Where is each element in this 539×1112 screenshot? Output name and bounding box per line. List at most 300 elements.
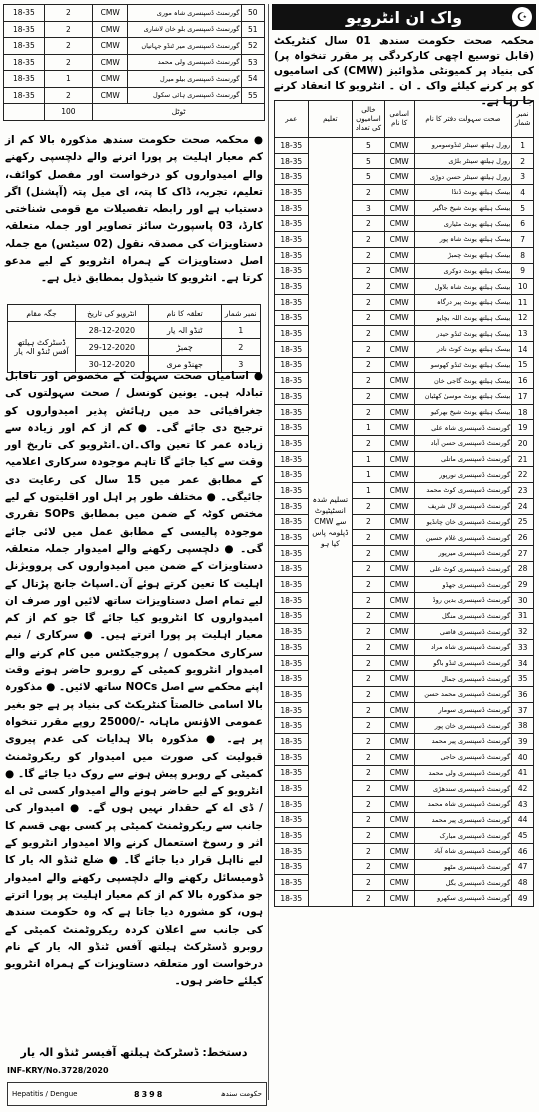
- cell-age: 18-35: [275, 200, 309, 216]
- cell-facility: بیسک ہیلتھ یونٹ پیر درگاہ: [414, 294, 512, 310]
- cell-vacancies: 1: [353, 483, 384, 499]
- cell-vacancies: 2: [353, 843, 384, 859]
- cell-facility: گورنمنٹ ڈسپنسری ٹنڈو باگو: [414, 655, 512, 671]
- signature-line: دستخط: ڈسٹرکٹ ہیلتھ آفیسر ٹنڈو الہ یار: [20, 1046, 248, 1059]
- cell-vacancies: 2: [353, 294, 384, 310]
- cell-facility: گورنمنٹ ڈسپنسری مٹھو: [414, 859, 512, 875]
- cell-age: 18-35: [275, 467, 309, 483]
- cell-serial: 38: [512, 718, 534, 734]
- schedule-serial: 3: [221, 356, 260, 373]
- cell-facility: گورنمنٹ ڈسپنسری محمد حسن: [414, 687, 512, 703]
- cell-facility: گورنمنٹ ڈسپنسری سومار: [414, 702, 512, 718]
- cell-facility: بیسک ہیلتھ یونٹ دوکری: [414, 263, 512, 279]
- cell-age: 18-35: [275, 279, 309, 295]
- cell-vacancies: 2: [44, 54, 92, 71]
- cell-facility: گورنمنٹ ڈسپنسری سندھڑی: [414, 781, 512, 797]
- cell-serial: 35: [512, 671, 534, 687]
- application-instructions: ● محکمہ صحت حکومت سندھ مذکورہ بالا کم از کم معیار اہلیت پر پورا اترنے والے دلچسپی رکھنے والے امیدواروں کو درخواست اور مفصل کوائف، تعلیم، تجربہ، ڈاک کا پتہ، ای میل پتہ (آپشنل) اگر دستیاب ہے اور رابطہ تفصیلات مع قومی شناختی کارڈ، 03 پاسپورٹ سائز تصاویر اور جملہ متعلقہ دستاویزات کی مصدقہ نقول (02 سیٹس) مع جملہ اصل دستاویزات کے ہمراہ انٹرویو کے لیے مدعو کرتا ہے۔ انٹرویو کا شیڈول بمطابق ذیل ہے۔: [5, 134, 264, 285]
- cell-age: 18-35: [275, 436, 309, 452]
- cell-age: 18-35: [275, 357, 309, 373]
- header-post: اسامی کا نام: [384, 101, 414, 138]
- header-facility: صحت سہولت دفتر کا نام: [414, 101, 512, 138]
- cell-age: 18-35: [275, 828, 309, 844]
- cell-vacancies: 2: [353, 655, 384, 671]
- cell-serial: 46: [512, 843, 534, 859]
- cell-age: 18-35: [275, 655, 309, 671]
- cell-vacancies: 2: [353, 749, 384, 765]
- cell-age: 18-35: [275, 530, 309, 546]
- cell-facility: گورنمنٹ ڈسپنسری بلو خان لاشاری: [128, 21, 241, 38]
- cell-facility: گورنمنٹ ڈسپنسری میر ٹنڈو جہانیاں: [128, 38, 241, 55]
- cell-facility: گورنمنٹ ڈسپنسری میرپور: [414, 545, 512, 561]
- cell-age: 18-35: [4, 71, 45, 88]
- cell-serial: 19: [512, 420, 534, 436]
- cell-post: CMW: [384, 671, 414, 687]
- cell-age: 18-35: [275, 734, 309, 750]
- cell-vacancies: 2: [353, 577, 384, 593]
- cell-vacancies: 2: [353, 640, 384, 656]
- table-row: [4, 5, 265, 22]
- cell-vacancies: 5: [353, 153, 384, 169]
- cell-serial: 29: [512, 577, 534, 593]
- cell-facility: بیسک ہیلتھ یونٹ گاجی خان: [414, 373, 512, 389]
- cell-post: CMW: [384, 640, 414, 656]
- cell-vacancies: 2: [353, 828, 384, 844]
- cell-facility: بیسک ہیلتھ یونٹ موسیٰ کھٹیان: [414, 389, 512, 405]
- cell-age: 18-35: [275, 263, 309, 279]
- cell-facility: گورنمنٹ ڈسپنسری قاضی: [414, 624, 512, 640]
- cell-post: CMW: [384, 451, 414, 467]
- cell-age: 18-35: [275, 232, 309, 248]
- cell-vacancies: 2: [353, 545, 384, 561]
- cell-vacancies: 2: [353, 859, 384, 875]
- cell-vacancies: 2: [353, 765, 384, 781]
- cell-post: CMW: [384, 781, 414, 797]
- cell-age: 18-35: [275, 326, 309, 342]
- cell-post: CMW: [384, 467, 414, 483]
- cell-facility: گورنمنٹ ڈسپنسری لال شریف: [414, 498, 512, 514]
- cell-serial: 31: [512, 608, 534, 624]
- header-vacancies: خالی اسامیوں کی تعداد: [353, 101, 384, 138]
- cell-post: CMW: [384, 812, 414, 828]
- cell-post: CMW: [93, 71, 128, 88]
- schedule-serial: 2: [221, 339, 260, 356]
- cell-vacancies: 2: [353, 702, 384, 718]
- cell-serial: 55: [241, 87, 264, 104]
- cell-age: 18-35: [4, 87, 45, 104]
- cell-post: CMW: [93, 38, 128, 55]
- cell-vacancies: 1: [353, 467, 384, 483]
- cell-post: CMW: [384, 263, 414, 279]
- cell-age: 18-35: [275, 671, 309, 687]
- cell-post: CMW: [384, 655, 414, 671]
- cell-facility: گورنمنٹ ڈسپنسری شاہ موری: [128, 5, 241, 22]
- schedule-header-row: [8, 305, 261, 322]
- cell-serial: 36: [512, 687, 534, 703]
- cell-post: CMW: [384, 843, 414, 859]
- government-emblem-icon: ☪: [512, 7, 532, 27]
- cell-serial: 39: [512, 734, 534, 750]
- cell-serial: 20: [512, 436, 534, 452]
- cell-vacancies: 2: [44, 87, 92, 104]
- cell-facility: گورنمنٹ ڈسپنسری شاہ مراد: [414, 640, 512, 656]
- cell-facility: بیسک ہیلتھ یونٹ شیخ بھرکیو: [414, 404, 512, 420]
- cell-serial: 9: [512, 263, 534, 279]
- cell-post: CMW: [384, 498, 414, 514]
- schedule-header-serial: نمبر شمار: [221, 305, 260, 322]
- cell-facility: بیسک ہیلتھ یونٹ کوٹ نادر: [414, 341, 512, 357]
- cell-serial: 22: [512, 467, 534, 483]
- cell-facility: گورنمنٹ ڈسپنسری بدین روڈ: [414, 592, 512, 608]
- cell-age: 18-35: [275, 294, 309, 310]
- cell-post: CMW: [384, 247, 414, 263]
- right-column: [272, 4, 536, 1100]
- cell-facility: گورنمنٹ ڈسپنسری ولی محمد: [128, 54, 241, 71]
- cell-age: 18-35: [275, 310, 309, 326]
- cell-post: CMW: [384, 420, 414, 436]
- cell-post: CMW: [384, 279, 414, 295]
- cell-age: 18-35: [4, 54, 45, 71]
- cell-age: 18-35: [275, 624, 309, 640]
- cell-serial: 37: [512, 702, 534, 718]
- table-row: [4, 71, 265, 88]
- cell-vacancies: 2: [353, 498, 384, 514]
- cell-age: 18-35: [275, 389, 309, 405]
- cell-post: CMW: [384, 875, 414, 891]
- cell-facility: گورنمنٹ ڈسپنسری جمال: [414, 671, 512, 687]
- cell-post: CMW: [384, 341, 414, 357]
- cell-facility: گورنمنٹ ڈسپنسری پیر محمد: [414, 734, 512, 750]
- cell-facility: گورنمنٹ ڈسپنسری جھڈو: [414, 577, 512, 593]
- cell-serial: 24: [512, 498, 534, 514]
- cell-vacancies: 2: [353, 624, 384, 640]
- cell-serial: 40: [512, 749, 534, 765]
- schedule-date: 28-12-2020: [75, 322, 148, 339]
- cell-serial: 26: [512, 530, 534, 546]
- cell-vacancies: 2: [353, 279, 384, 295]
- cell-vacancies: 5: [353, 169, 384, 185]
- cell-post: CMW: [384, 608, 414, 624]
- cell-post: CMW: [384, 185, 414, 201]
- cell-age: 18-35: [275, 718, 309, 734]
- cell-post: CMW: [93, 21, 128, 38]
- cell-age: 18-35: [275, 498, 309, 514]
- cell-facility: گورنمنٹ ڈسپنسری خان چانڈیو: [414, 514, 512, 530]
- cell-age: 18-35: [275, 608, 309, 624]
- cell-facility: گورنمنٹ ڈسپنسری حاجی: [414, 749, 512, 765]
- cell-vacancies: 2: [353, 436, 384, 452]
- cell-age: 18-35: [275, 373, 309, 389]
- cell-age: 18-35: [275, 859, 309, 875]
- cell-serial: 43: [512, 796, 534, 812]
- cell-age: 18-35: [275, 451, 309, 467]
- cell-post: CMW: [384, 373, 414, 389]
- cell-post: CMW: [384, 169, 414, 185]
- cell-serial: 53: [241, 54, 264, 71]
- interview-schedule-table: [7, 304, 261, 373]
- cell-facility: رورل ہیلتھ سینٹر بلڑی: [414, 153, 512, 169]
- cell-age: 18-35: [275, 577, 309, 593]
- schedule-row: [8, 322, 261, 339]
- cell-serial: 10: [512, 279, 534, 295]
- cell-age: 18-35: [275, 514, 309, 530]
- cell-vacancies: 2: [353, 812, 384, 828]
- cell-facility: گورنمنٹ ڈسپنسری بیلو میرل: [128, 71, 241, 88]
- cell-vacancies: 2: [353, 389, 384, 405]
- total-label: ٹوٹل: [93, 104, 265, 121]
- footer-number: 8398: [134, 1089, 165, 1099]
- cell-serial: 25: [512, 514, 534, 530]
- column-divider: [268, 4, 269, 1100]
- cell-age: 18-35: [275, 891, 309, 907]
- schedule-date: 29-12-2020: [75, 339, 148, 356]
- cell-post: CMW: [384, 404, 414, 420]
- intro-paragraph: محکمہ صحت حکومت سندھ 01 سال کنٹریکٹ (قابل توسیع اچھی کارکردگی پر مقرر تنخواہ پر) کی بنیاد پر کمیونٹی مڈوائیز (CMW) کی اسامیوں کو پر کرنے کیلئے واک ۔ ان ۔ انٹرویو کا انعقاد کرنے جا رہا ہے۔: [274, 35, 534, 107]
- cell-facility: بیسک ہیلتھ یونٹ اللہ بچایو: [414, 310, 512, 326]
- cell-vacancies: 2: [353, 608, 384, 624]
- schedule-taluka: جھنڈو مری: [148, 356, 221, 373]
- ad-title: واک ان انٹرویو: [345, 7, 463, 27]
- cell-serial: 44: [512, 812, 534, 828]
- cell-facility: بیسک ہیلتھ یونٹ چمبڑ: [414, 247, 512, 263]
- cell-post: CMW: [384, 718, 414, 734]
- cell-age: 18-35: [275, 420, 309, 436]
- cell-post: CMW: [384, 796, 414, 812]
- footer-right-text: حکومت سندھ: [220, 1090, 262, 1098]
- cell-serial: 3: [512, 169, 534, 185]
- cell-age: 18-35: [275, 185, 309, 201]
- cell-post: CMW: [384, 232, 414, 248]
- cell-age: 18-35: [4, 5, 45, 22]
- cell-post: CMW: [384, 483, 414, 499]
- total-empty: [4, 104, 45, 121]
- cell-serial: 47: [512, 859, 534, 875]
- cell-vacancies: 2: [353, 326, 384, 342]
- cell-serial: 41: [512, 765, 534, 781]
- cell-facility: گورنمنٹ ڈسپنسری کوٹ محمد: [414, 483, 512, 499]
- cell-facility: بیسک ہیلتھ یونٹ شاہ بلاول: [414, 279, 512, 295]
- cell-age: 18-35: [275, 875, 309, 891]
- cell-serial: 17: [512, 389, 534, 405]
- cell-post: CMW: [384, 561, 414, 577]
- cell-facility: گورنمنٹ ڈسپنسری شاہ علی: [414, 420, 512, 436]
- cell-age: 18-35: [275, 796, 309, 812]
- cell-post: CMW: [384, 514, 414, 530]
- cell-vacancies: 2: [353, 734, 384, 750]
- cell-serial: 15: [512, 357, 534, 373]
- cell-post: CMW: [384, 138, 414, 154]
- cell-vacancies: 2: [353, 341, 384, 357]
- cell-serial: 8: [512, 247, 534, 263]
- cell-facility: بیسک ہیلتھ یونٹ ڈنڈا: [414, 185, 512, 201]
- cell-facility: گورنمنٹ ڈسپنسری کوٹ علی: [414, 561, 512, 577]
- cell-post: CMW: [384, 624, 414, 640]
- cell-serial: 12: [512, 310, 534, 326]
- inf-kry-number: INF-KRY/No.3728/2020: [7, 1066, 109, 1075]
- cell-vacancies: 2: [353, 357, 384, 373]
- cell-post: CMW: [384, 749, 414, 765]
- cell-vacancies: 2: [353, 671, 384, 687]
- cell-serial: 11: [512, 294, 534, 310]
- cell-age: 18-35: [275, 169, 309, 185]
- cell-age: 18-35: [275, 561, 309, 577]
- cell-vacancies: 2: [353, 263, 384, 279]
- cell-facility: گورنمنٹ ڈسپنسری غلام حسین: [414, 530, 512, 546]
- schedule-date: 30-12-2020: [75, 356, 148, 373]
- schedule-header-taluka: تعلقہ کا نام: [148, 305, 221, 322]
- cell-post: CMW: [384, 357, 414, 373]
- cell-serial: 33: [512, 640, 534, 656]
- cell-vacancies: 2: [353, 404, 384, 420]
- cell-facility: گورنمنٹ ڈسپنسری سکھرو: [414, 891, 512, 907]
- cell-age: 18-35: [275, 153, 309, 169]
- cell-serial: 28: [512, 561, 534, 577]
- cell-age: 18-35: [4, 38, 45, 55]
- left-column: [3, 4, 265, 1104]
- cell-facility: بیسک ہیلتھ یونٹ مٹیاری: [414, 216, 512, 232]
- cell-age: 18-35: [275, 341, 309, 357]
- cell-facility: گورنمنٹ ڈسپنسری ہائی سکول: [128, 87, 241, 104]
- cell-vacancies: 2: [44, 38, 92, 55]
- cell-facility: رورل ہیلتھ سینٹر ٹنڈوسومرو: [414, 138, 512, 154]
- cell-age: 18-35: [275, 687, 309, 703]
- table-row: [4, 21, 265, 38]
- cell-post: CMW: [93, 5, 128, 22]
- total-value: 100: [44, 104, 92, 121]
- cell-facility: گورنمنٹ ڈسپنسری منگل: [414, 608, 512, 624]
- cell-post: CMW: [384, 153, 414, 169]
- cell-post: CMW: [384, 216, 414, 232]
- vacancies-table: [274, 100, 534, 907]
- cell-serial: 27: [512, 545, 534, 561]
- cell-vacancies: 1: [353, 451, 384, 467]
- cell-vacancies: 2: [44, 21, 92, 38]
- footer-strip: [7, 1082, 267, 1106]
- cell-vacancies: 2: [353, 718, 384, 734]
- cell-serial: 13: [512, 326, 534, 342]
- cell-age: 18-35: [4, 21, 45, 38]
- schedule-header-venue: جگہ مقام: [8, 305, 76, 322]
- table-row: [275, 138, 534, 154]
- cell-post: CMW: [384, 436, 414, 452]
- cell-serial: 34: [512, 655, 534, 671]
- title-banner: [272, 4, 536, 30]
- schedule-header-date: انٹرویو کی تاریخ: [75, 305, 148, 322]
- vacancies-table-continued: [3, 4, 265, 121]
- cell-facility: گورنمنٹ ڈسپنسری حسن آباد: [414, 436, 512, 452]
- table-header-row: [275, 101, 534, 138]
- cell-vacancies: 2: [353, 232, 384, 248]
- cell-serial: 51: [241, 21, 264, 38]
- schedule-taluka: ٹنڈو الہ یار: [148, 322, 221, 339]
- cell-vacancies: 1: [44, 71, 92, 88]
- cell-post: CMW: [384, 310, 414, 326]
- cell-age: 18-35: [275, 404, 309, 420]
- cell-serial: 30: [512, 592, 534, 608]
- cell-vacancies: 2: [353, 247, 384, 263]
- cell-serial: 42: [512, 781, 534, 797]
- cell-vacancies: 2: [353, 373, 384, 389]
- cell-facility: گورنمنٹ ڈسپنسری مبارک: [414, 828, 512, 844]
- cell-post: CMW: [93, 54, 128, 71]
- footer-left-text: Hepatitis / Dengue: [12, 1090, 78, 1098]
- cell-serial: 49: [512, 891, 534, 907]
- cell-facility: گورنمنٹ ڈسپنسری ولی محمد: [414, 765, 512, 781]
- total-row: [4, 104, 265, 121]
- cell-serial: 21: [512, 451, 534, 467]
- cell-post: CMW: [384, 859, 414, 875]
- cell-serial: 4: [512, 185, 534, 201]
- cell-facility: گورنمنٹ ڈسپنسری شاہ محمد: [414, 796, 512, 812]
- cell-serial: 48: [512, 875, 534, 891]
- cell-post: CMW: [384, 326, 414, 342]
- header-age: عمر: [275, 101, 309, 138]
- cell-vacancies: 2: [353, 561, 384, 577]
- cell-age: 18-35: [275, 843, 309, 859]
- cell-post: CMW: [384, 734, 414, 750]
- cell-serial: 23: [512, 483, 534, 499]
- table-row: [4, 54, 265, 71]
- cell-facility: گورنمنٹ ڈسپنسری خان پور: [414, 718, 512, 734]
- cell-age: 18-35: [275, 545, 309, 561]
- cell-serial: 1: [512, 138, 534, 154]
- cell-serial: 14: [512, 341, 534, 357]
- cell-vacancies: 2: [353, 530, 384, 546]
- cell-serial: 5: [512, 200, 534, 216]
- cell-vacancies: 2: [353, 687, 384, 703]
- cell-facility: گورنمنٹ ڈسپنسری پیر محمد: [414, 812, 512, 828]
- cell-post: CMW: [384, 687, 414, 703]
- cell-serial: 2: [512, 153, 534, 169]
- cell-facility: گورنمنٹ ڈسپنسری نورپور: [414, 467, 512, 483]
- cell-serial: 52: [241, 38, 264, 55]
- cell-age: 18-35: [275, 216, 309, 232]
- cell-post: CMW: [384, 765, 414, 781]
- cell-vacancies: 2: [353, 514, 384, 530]
- cell-vacancies: 2: [353, 796, 384, 812]
- cell-serial: 7: [512, 232, 534, 248]
- cell-age: 18-35: [275, 247, 309, 263]
- cell-age: 18-35: [275, 765, 309, 781]
- cell-age: 18-35: [275, 640, 309, 656]
- cell-post: CMW: [384, 389, 414, 405]
- schedule-serial: 1: [221, 322, 260, 339]
- cell-vacancies: 2: [353, 875, 384, 891]
- cell-serial: 32: [512, 624, 534, 640]
- cell-post: CMW: [384, 530, 414, 546]
- cell-serial: 16: [512, 373, 534, 389]
- cell-serial: 45: [512, 828, 534, 844]
- cell-age: 18-35: [275, 483, 309, 499]
- cell-facility: بیسک ہیلتھ یونٹ ٹنڈو کھوسو: [414, 357, 512, 373]
- cell-facility: بیسک ہیلتھ یونٹ شاہ پور: [414, 232, 512, 248]
- cell-serial: 6: [512, 216, 534, 232]
- cell-post: CMW: [384, 294, 414, 310]
- cell-age: 18-35: [275, 812, 309, 828]
- cell-facility: گورنمنٹ ڈسپنسری ماتلی: [414, 451, 512, 467]
- cell-vacancies: 2: [353, 310, 384, 326]
- cell-post: CMW: [384, 577, 414, 593]
- header-serial: نمبر شمار: [512, 101, 534, 138]
- cell-vacancies: 2: [44, 5, 92, 22]
- cell-age: 18-35: [275, 781, 309, 797]
- cell-serial: 18: [512, 404, 534, 420]
- cell-post: CMW: [93, 87, 128, 104]
- cell-age: 18-35: [275, 702, 309, 718]
- cell-serial: 54: [241, 71, 264, 88]
- header-qualification: تعلیم: [308, 101, 353, 138]
- schedule-venue: ڈسٹرکٹ ہیلتھ آفس ٹنڈو الہ یار: [8, 322, 76, 373]
